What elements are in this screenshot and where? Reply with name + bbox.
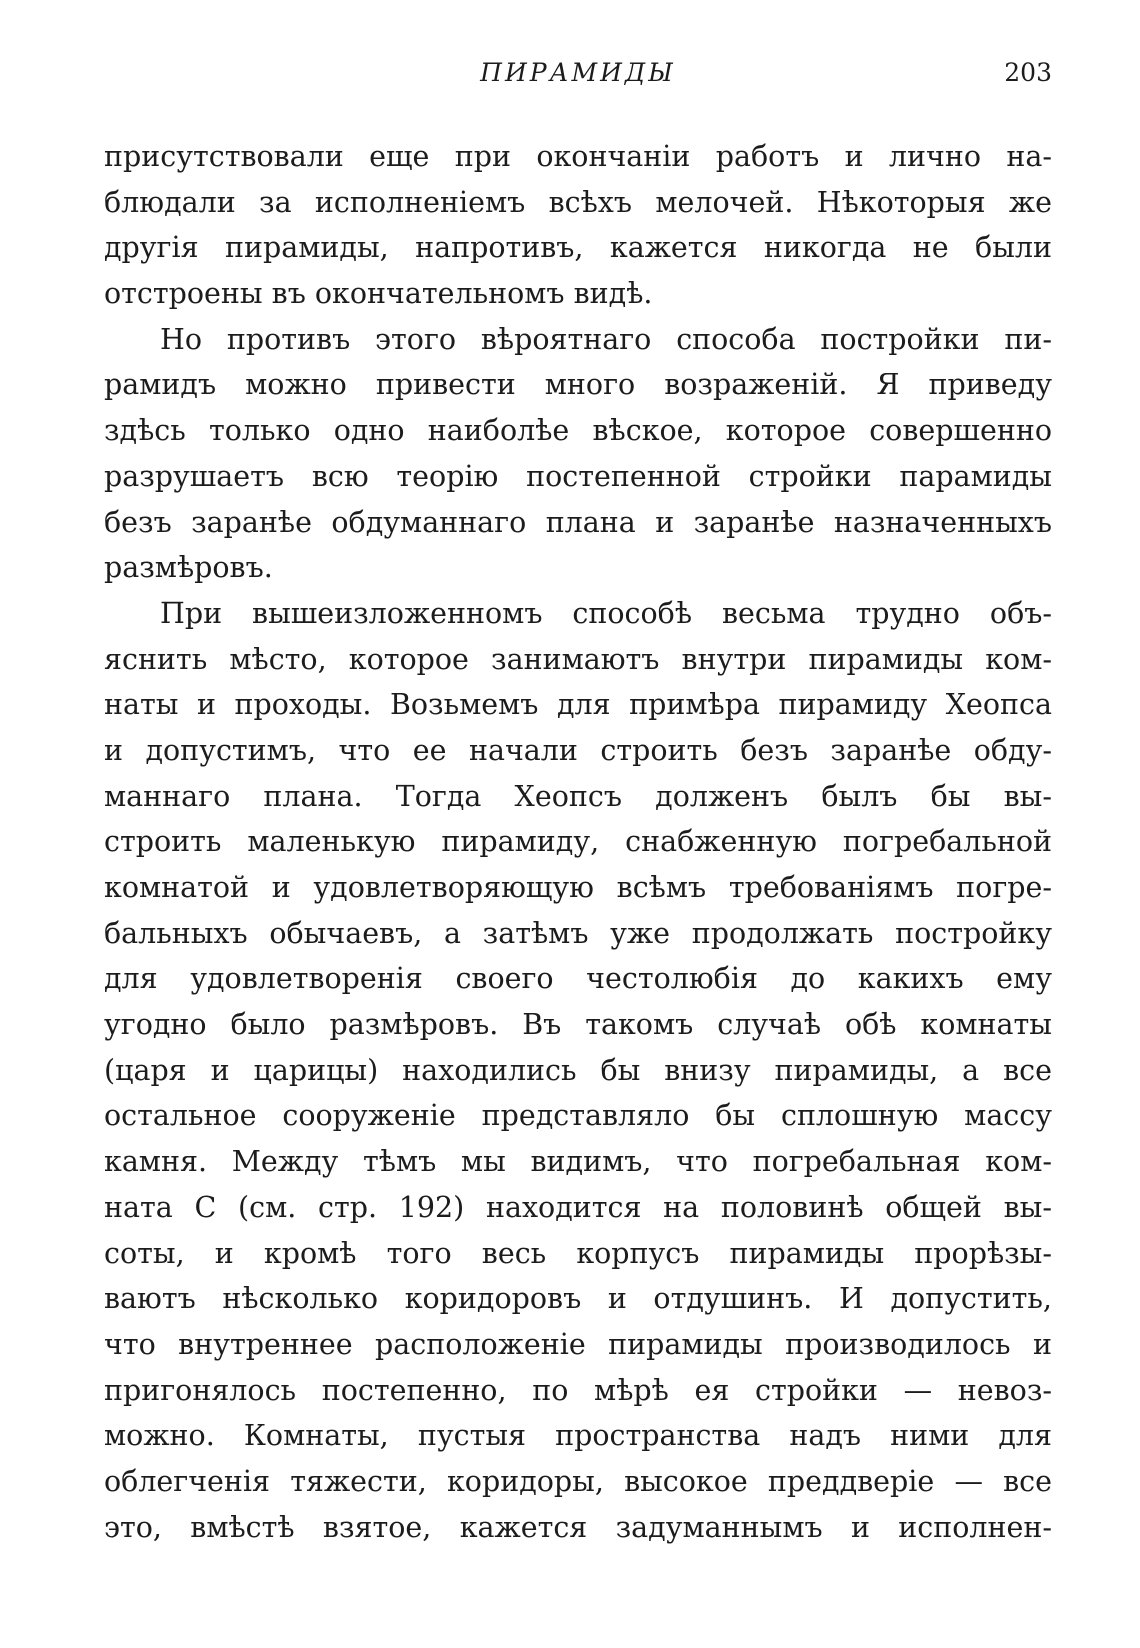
text-line: бальныхъ обычаевъ, а затѣмъ уже продолжать постройку [104, 916, 1052, 950]
text-line: блюдали за исполненіемъ всѣхъ мелочей. Нѣкоторыя же [104, 185, 1052, 219]
text-line: остальное сооруженіе представляло бы сплошную массу [104, 1099, 1052, 1133]
text-line: пригонялось постепенно, по мѣрѣ ея стройки — невоз- [104, 1373, 1052, 1407]
text-line: здѣсь только одно наиболѣе вѣское, которое совершенно [104, 414, 1052, 448]
text-line: угодно было размѣровъ. Въ такомъ случаѣ обѣ комнаты [104, 1008, 1052, 1042]
text-line: размѣровъ. [104, 551, 273, 585]
running-head [104, 58, 1052, 98]
text-line: разрушаетъ всю теорію постепенной стройки парамиды [104, 459, 1052, 493]
text-line: камня. Между тѣмъ мы видимъ, что погребальная ком- [104, 1145, 1052, 1179]
text-line: отстроены въ окончательномъ видѣ. [104, 277, 653, 311]
text-line: безъ заранѣе обдуманнаго плана и заранѣе назначенныхъ [104, 505, 1052, 539]
text-line: (царя и царицы) находились бы внизу пирамиды, а все [104, 1053, 1052, 1087]
text-line: соты, и кромѣ того весь корпусъ пирамиды прорѣзы- [104, 1236, 1052, 1270]
text-line: Но противъ этого вѣроятнаго способа постройки пи- [160, 322, 1052, 356]
text-line: комнатой и удовлетворяющую всѣмъ требованіямъ погре- [104, 871, 1052, 904]
text-line: При вышеизложенномъ способѣ весьма трудно объ- [160, 596, 1052, 630]
text-line: маннаго плана. Тогда Хеопсъ долженъ былъ бы вы- [104, 779, 1052, 813]
text-line: можно. Комнаты, пустыя пространства надъ ними для [104, 1419, 1052, 1453]
text-line: и допустимъ, что ее начали строить безъ заранѣе обду- [104, 733, 1052, 767]
text-line: ваютъ нѣсколько коридоровъ и отдушинъ. И допустить, [104, 1282, 1052, 1316]
text-line: рамидъ можно привести много возраженій. Я приведу [104, 368, 1052, 402]
text-line: это, вмѣстѣ взятое, кажется задуманнымъ и исполнен- [104, 1510, 1052, 1544]
text-line: присутствовали еще при окончаніи работъ и лично на- [104, 140, 1052, 173]
text-line: ната С (см. стр. 192) находится на половинѣ общей вы- [104, 1190, 1052, 1224]
text-line: яснить мѣсто, которое занимаютъ внутри пирамиды ком- [104, 642, 1052, 676]
text-line: другія пирамиды, напротивъ, кажется никогда не были [104, 231, 1052, 265]
text-line: облегченія тяжести, коридоры, высокое преддверіе — все [104, 1464, 1052, 1498]
page-number: 203 [1004, 58, 1052, 87]
text-line: для удовлетворенія своего честолюбія до какихъ ему [104, 962, 1052, 996]
text-line: строить маленькую пирамиду, снабженную погребальной [104, 825, 1052, 859]
running-title: ПИРАМИДЫ [480, 58, 676, 87]
body-text [104, 134, 1052, 1550]
text-line: что внутреннее расположеніе пирамиды производилось и [104, 1327, 1052, 1361]
text-line: наты и проходы. Возьмемъ для примѣра пирамиду Хеопса [104, 688, 1052, 722]
